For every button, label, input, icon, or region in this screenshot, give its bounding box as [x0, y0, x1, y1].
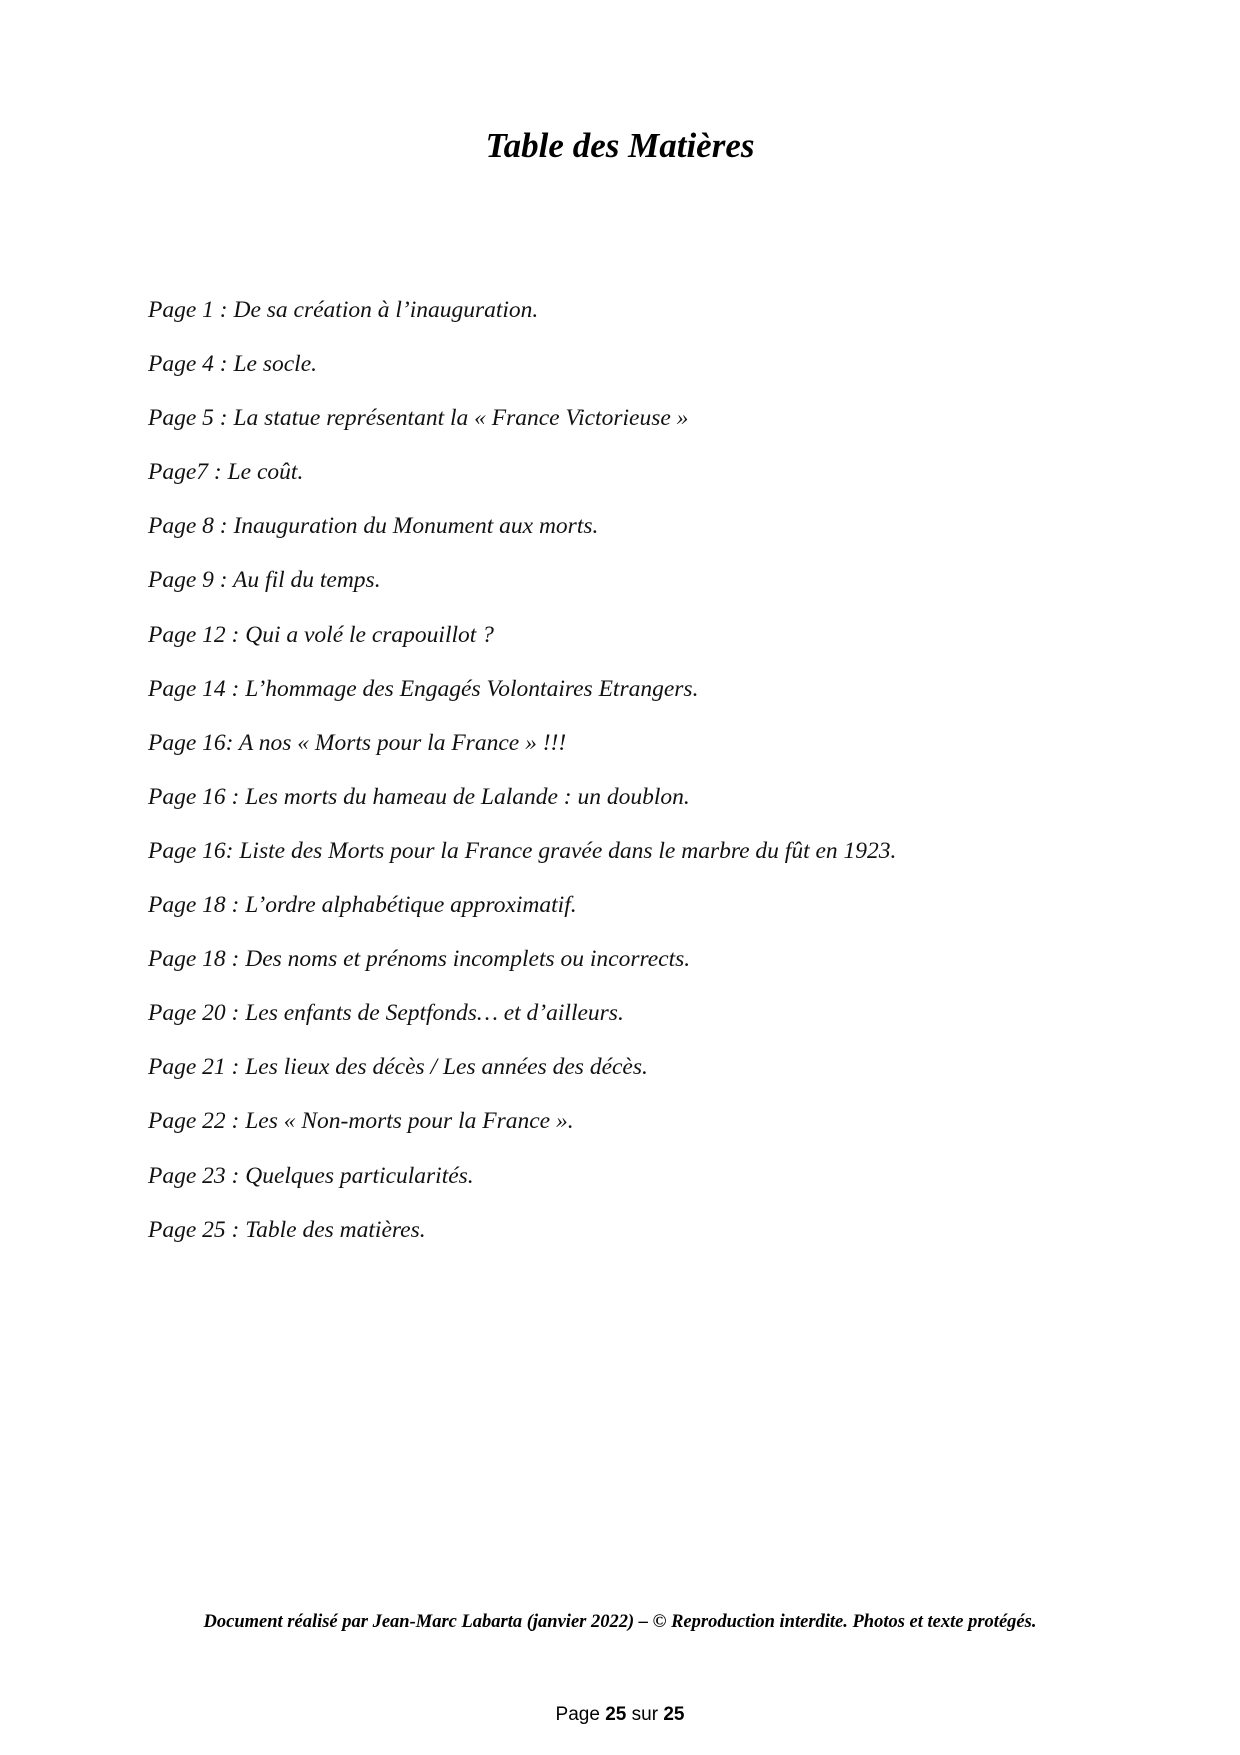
toc-entry: Page 21 : Les lieux des décès / Les années des décès.: [148, 1054, 648, 1081]
page-number: [0, 1704, 1240, 1726]
toc-entry: Page 25 : Table des matières.: [148, 1216, 426, 1243]
toc-entry: Page 22 : Les « Non-morts pour la France ».: [148, 1108, 574, 1135]
page-label: Page: [555, 1704, 600, 1725]
toc-entry: Page 1 : De sa création à l’inauguration.: [148, 297, 539, 323]
copyright-note: Document réalisé par Jean-Marc Labarta (janvier 2022) – © Reproduction interdite. Photos et texte protégés.: [203, 1612, 1037, 1632]
toc-entry: Page 23 : Quelques particularités.: [148, 1162, 474, 1189]
page-current: 25: [605, 1704, 627, 1725]
toc-entry: Page 12 : Qui a volé le crapouillot ?: [148, 621, 494, 648]
page-total: 25: [663, 1704, 685, 1725]
toc-entry: Page7 : Le coût.: [148, 459, 304, 486]
toc-entry: Page 18 : L’ordre alphabétique approximatif.: [148, 892, 577, 919]
toc-entry: Page 5 : La statue représentant la « France Victorieuse »: [148, 405, 689, 432]
toc-entry: Page 20 : Les enfants de Septfonds… et d’ailleurs.: [148, 1000, 624, 1027]
toc-entry: Page 16 : Les morts du hameau de Lalande : un doublon.: [148, 783, 690, 810]
toc-entry: Page 18 : Des noms et prénoms incomplets ou incorrects.: [148, 946, 691, 973]
toc-entry: Page 9 : Au fil du temps.: [148, 567, 381, 594]
page-sep: sur: [631, 1704, 659, 1725]
toc-entry: Page 8 : Inauguration du Monument aux morts.: [148, 513, 599, 540]
toc-entry: Page 4 : Le socle.: [148, 351, 318, 378]
toc-entry: Page 14 : L’hommage des Engagés Volontaires Etrangers.: [148, 675, 699, 702]
toc-entry: Page 16: A nos « Morts pour la France » !!!: [148, 729, 567, 756]
toc-entry: Page 16: Liste des Morts pour la France gravée dans le marbre du fût en 1923.: [148, 837, 897, 864]
page-title: Table des Matières: [485, 126, 755, 165]
table-of-contents: [148, 296, 896, 1270]
